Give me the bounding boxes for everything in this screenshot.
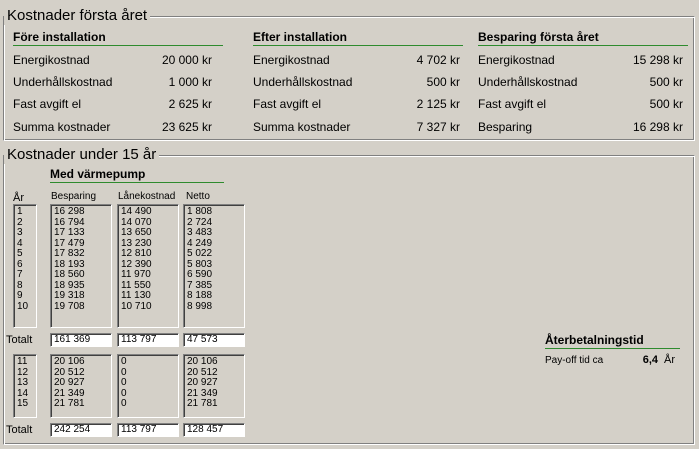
loan-list-2[interactable]	[117, 354, 179, 418]
list-item[interactable]: 10 710	[121, 300, 152, 312]
list-item[interactable]: 0	[121, 366, 127, 378]
before-label-1: Underhållskostnad	[13, 75, 113, 89]
loan-total-2[interactable]: 113 797	[117, 423, 179, 437]
list-item[interactable]: 7 385	[187, 279, 213, 291]
list-item[interactable]: 4 249	[187, 237, 213, 249]
list-item[interactable]: 16 298	[54, 206, 85, 217]
list-item[interactable]: 1 808	[187, 206, 213, 217]
list-item[interactable]: 8	[17, 279, 23, 291]
list-item[interactable]: 8 188	[187, 290, 213, 301]
after-label-2: Fast avgift el	[253, 97, 322, 111]
payback-label: Pay-off tid ca	[545, 355, 604, 366]
list-item[interactable]: 5 803	[187, 258, 213, 270]
loan-list-1[interactable]	[117, 204, 179, 328]
before-value-0: 20 000 kr	[161, 53, 212, 67]
list-item[interactable]: 20 106	[187, 356, 218, 367]
list-item[interactable]: 9	[17, 290, 23, 301]
savings-value-2: 500 kr	[649, 97, 683, 111]
payback-value: 6,4	[642, 354, 658, 366]
payback-heading: Återbetalningstid	[545, 332, 680, 349]
before-value-3: 23 625 kr	[161, 120, 212, 134]
list-item[interactable]: 12 810	[121, 248, 152, 259]
years-list-1[interactable]	[13, 204, 37, 328]
list-item[interactable]: 21 781	[54, 398, 85, 409]
first-year-title: Kostnader första året	[4, 7, 150, 25]
list-item[interactable]: 0	[121, 377, 127, 388]
after-value-2: 2 125 kr	[416, 97, 460, 111]
list-item[interactable]: 13	[17, 377, 29, 388]
list-item[interactable]: 15	[17, 398, 29, 409]
savings-value-1: 500 kr	[649, 75, 683, 89]
list-item[interactable]: 8 998	[187, 300, 213, 312]
list-item[interactable]: 6 590	[187, 269, 213, 280]
savings-list-1[interactable]	[50, 204, 112, 328]
savings-label-0: Energikostnad	[478, 53, 555, 67]
before-label-0: Energikostnad	[13, 53, 90, 67]
list-item[interactable]: 2 724	[187, 216, 213, 228]
loan-total-1[interactable]: 113 797	[117, 333, 179, 347]
list-item[interactable]: 18 935	[54, 279, 85, 291]
list-item[interactable]: 20 106	[54, 356, 85, 367]
list-item[interactable]: 16 794	[54, 216, 85, 228]
list-item[interactable]: 2	[17, 216, 23, 228]
list-item[interactable]: 13 230	[121, 237, 152, 249]
before-value-1: 1 000 kr	[168, 75, 212, 89]
before-label-2: Fast avgift el	[13, 97, 82, 111]
list-item[interactable]: 10	[17, 300, 29, 312]
list-item[interactable]: 5	[17, 248, 23, 259]
list-item[interactable]: 20 512	[187, 366, 218, 378]
list-item[interactable]: 17 479	[54, 237, 85, 249]
col-savings-header: Besparing	[51, 191, 97, 202]
list-item[interactable]: 19 318	[54, 290, 85, 301]
list-item[interactable]: 13 650	[121, 227, 152, 238]
net-total-2[interactable]: 128 457	[183, 423, 245, 437]
list-item[interactable]: 11	[17, 356, 28, 367]
list-item[interactable]: 1	[17, 206, 23, 217]
list-item[interactable]: 0	[121, 387, 127, 399]
list-item[interactable]: 11 550	[121, 279, 151, 291]
list-item[interactable]: 20 512	[54, 366, 85, 378]
list-item[interactable]: 7	[17, 269, 23, 280]
savings-list-2[interactable]	[50, 354, 112, 418]
list-item[interactable]: 14	[17, 387, 29, 399]
list-item[interactable]: 12 390	[121, 258, 152, 270]
list-item[interactable]: 19 708	[54, 300, 85, 312]
net-total-1[interactable]: 47 573	[183, 333, 245, 347]
list-item[interactable]: 20 927	[187, 377, 218, 388]
after-value-3: 7 327 kr	[416, 120, 460, 134]
after-label-1: Underhållskostnad	[253, 75, 353, 89]
list-item[interactable]: 0	[121, 356, 127, 367]
list-item[interactable]: 3	[17, 227, 23, 238]
savings-value-3: 16 298 kr	[632, 120, 683, 134]
list-item[interactable]: 3 483	[187, 227, 213, 238]
list-item[interactable]: 14 490	[121, 206, 152, 217]
net-list-2[interactable]	[183, 354, 245, 418]
after-value-1: 500 kr	[426, 75, 460, 89]
list-item[interactable]: 0	[121, 398, 127, 409]
list-item[interactable]: 4	[17, 237, 23, 249]
after-value-0: 4 702 kr	[416, 53, 460, 67]
fifteen-years-title: Kostnader under 15 år	[4, 146, 159, 164]
list-item[interactable]: 12	[17, 366, 29, 378]
list-item[interactable]: 18 560	[54, 269, 85, 280]
heat-pump-heading: Med värmepump	[50, 166, 224, 183]
before-heading: Före installation	[13, 29, 223, 46]
list-item[interactable]: 5 022	[187, 248, 213, 259]
savings-label-1: Underhållskostnad	[478, 75, 578, 89]
savings-value-0: 15 298 kr	[632, 53, 683, 67]
before-label-3: Summa kostnader	[13, 120, 111, 134]
list-item[interactable]: 21 781	[187, 398, 218, 409]
list-item[interactable]: 11 130	[121, 290, 151, 301]
col-net-header: Netto	[186, 191, 210, 202]
list-item[interactable]: 20 927	[54, 377, 85, 388]
net-list-1[interactable]	[183, 204, 245, 328]
payback-unit: År	[664, 354, 675, 366]
before-value-2: 2 625 kr	[168, 97, 212, 111]
list-item[interactable]: 21 349	[54, 387, 85, 399]
list-item[interactable]: 21 349	[187, 387, 218, 399]
savings-total-1[interactable]: 161 369	[50, 333, 112, 347]
list-item[interactable]: 17 133	[54, 227, 85, 238]
total-label-2: Totalt	[6, 424, 33, 436]
savings-heading: Besparing första året	[478, 29, 688, 46]
after-heading: Efter installation	[253, 29, 463, 46]
after-label-3: Summa kostnader	[253, 120, 351, 134]
col-loan-header: Lånekostnad	[118, 191, 176, 202]
col-year-header: År	[13, 192, 24, 204]
savings-total-2[interactable]: 242 254	[50, 423, 112, 437]
total-label-1: Totalt	[6, 334, 33, 346]
savings-label-2: Fast avgift el	[478, 97, 547, 111]
list-item[interactable]: 11 970	[121, 269, 151, 280]
after-label-0: Energikostnad	[253, 53, 330, 67]
savings-label-3: Besparing	[478, 120, 533, 134]
years-list-2[interactable]	[13, 354, 37, 418]
list-item[interactable]: 14 070	[121, 216, 152, 228]
list-item[interactable]: 17 832	[54, 248, 85, 259]
list-item[interactable]: 6	[17, 258, 23, 270]
list-item[interactable]: 18 193	[54, 258, 85, 270]
